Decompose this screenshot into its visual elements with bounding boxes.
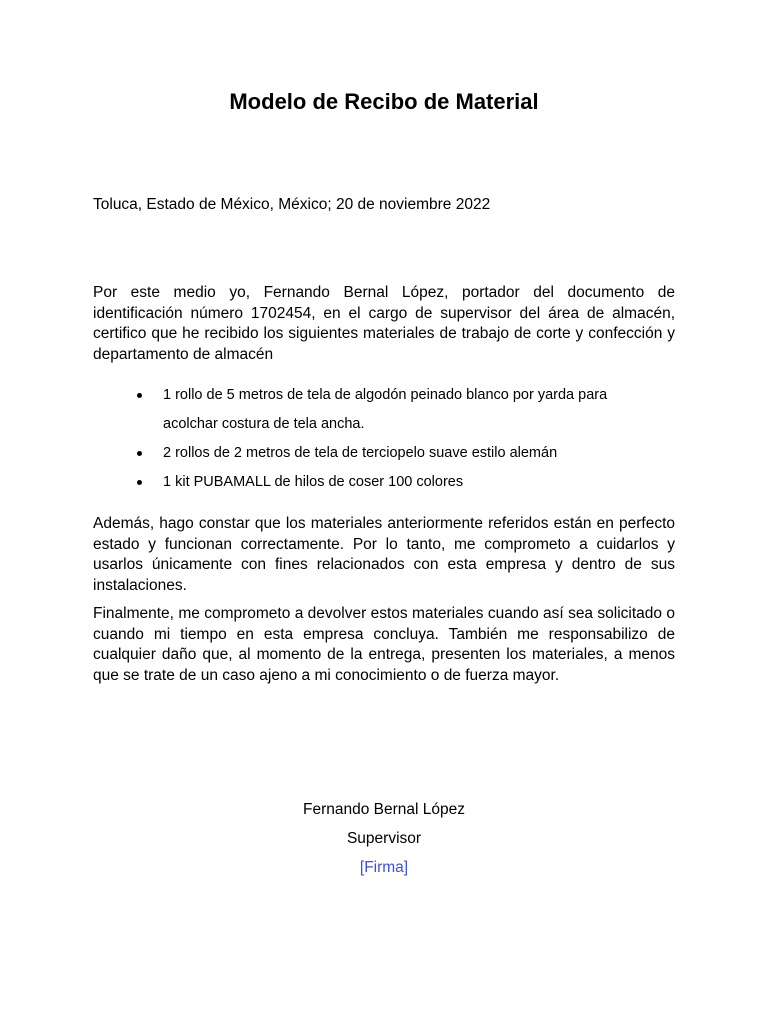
bullet-icon <box>137 451 142 456</box>
list-item <box>135 381 655 410</box>
bullet-icon <box>137 393 142 398</box>
bullet-icon <box>137 480 142 485</box>
intro-paragraph: Por este medio yo, Fernando Bernal López, portador del documento de identificación número 1702454, en el cargo de supervisor del área de almacén, certifico que he recibido los siguientes materiales de trabajo de corte y confección y departamento de almacén <box>93 284 675 363</box>
document-title: Modelo de Recibo de Material <box>229 89 539 114</box>
list-item <box>135 468 655 497</box>
material-text: acolchar costura de tela ancha. <box>163 416 365 432</box>
material-text: 2 rollos de 2 metros de tela de terciopelo suave estilo alemán <box>163 445 558 461</box>
location-date-line: Toluca, Estado de México, México; 20 de noviembre 2022 <box>93 196 491 213</box>
signer-role: Supervisor <box>346 830 422 847</box>
signature-placeholder[interactable]: [Firma] <box>359 859 409 876</box>
material-text: 1 kit PUBAMALL de hilos de coser 100 colores <box>163 474 464 490</box>
condition-paragraph: Además, hago constar que los materiales anteriormente referidos están en perfecto estado y funcionan correctamente. Por lo tanto, me comprometo a cuidarlos y usarlos únicamente con fines relacionados con esta empresa y dentro de sus instalaciones. <box>93 515 675 594</box>
signature-block <box>0 799 768 886</box>
list-item-continuation <box>135 410 655 439</box>
material-text: 1 rollo de 5 metros de tela de algodón peinado blanco por yarda para <box>163 387 608 403</box>
list-item <box>135 439 655 468</box>
commitment-paragraph: Finalmente, me comprometo a devolver estos materiales cuando así sea solicitado o cuando mi tiempo en esta empresa concluya. También me responsabilizo de cualquier daño que, al momento de la entrega, presenten los materiales, a menos que se trate de un caso ajeno a mi conocimiento o de fuerza mayor. <box>93 605 675 684</box>
signer-name: Fernando Bernal López <box>302 801 465 818</box>
materials-list <box>135 381 655 497</box>
